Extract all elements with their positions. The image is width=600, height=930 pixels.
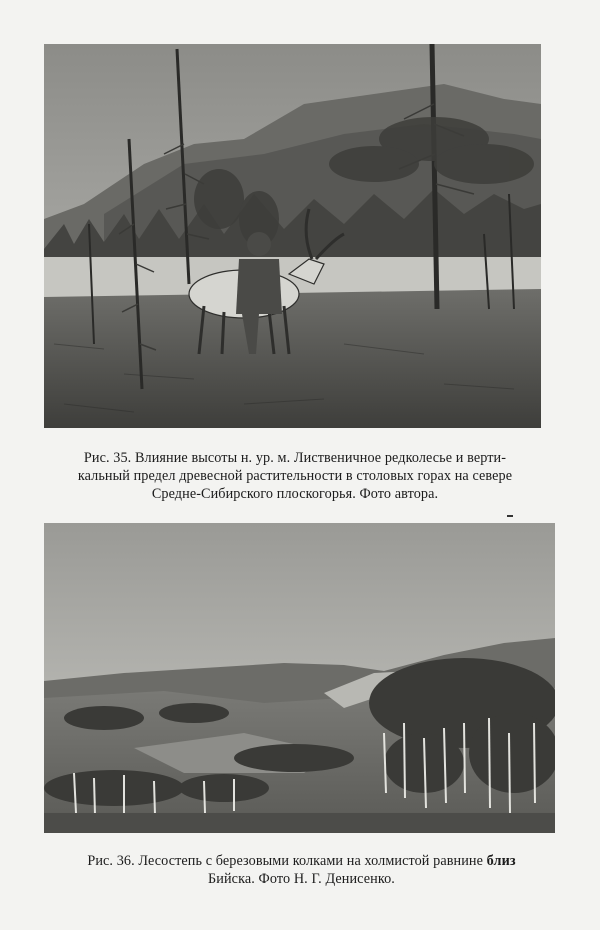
forest-steppe-illustration bbox=[44, 523, 555, 833]
caption-line: кальный предел древесной растительности в столовых горах на севере bbox=[77, 468, 513, 484]
figure-36-photo bbox=[44, 523, 555, 833]
larch-woodland-illustration bbox=[44, 44, 541, 428]
caption-line: Рис. 35. Влияние высоты н. ур. м. Лиственичное редколесье и верти- bbox=[83, 450, 507, 466]
print-speck bbox=[507, 515, 513, 517]
caption-line: Бийска. Фото Н. Г. Денисенко. bbox=[208, 871, 395, 887]
caption-line: Средне-Сибирского плоскогорья. Фото автора. bbox=[151, 486, 439, 502]
figure-36-caption bbox=[44, 852, 559, 888]
caption-bold-text: близ bbox=[486, 853, 516, 869]
figure-35-photo bbox=[44, 44, 541, 428]
caption-text: Рис. 36. Лесостепь с березовыми колками на холмистой равнине bbox=[87, 853, 487, 869]
caption-line bbox=[44, 852, 559, 870]
figure-35-caption bbox=[44, 449, 546, 503]
